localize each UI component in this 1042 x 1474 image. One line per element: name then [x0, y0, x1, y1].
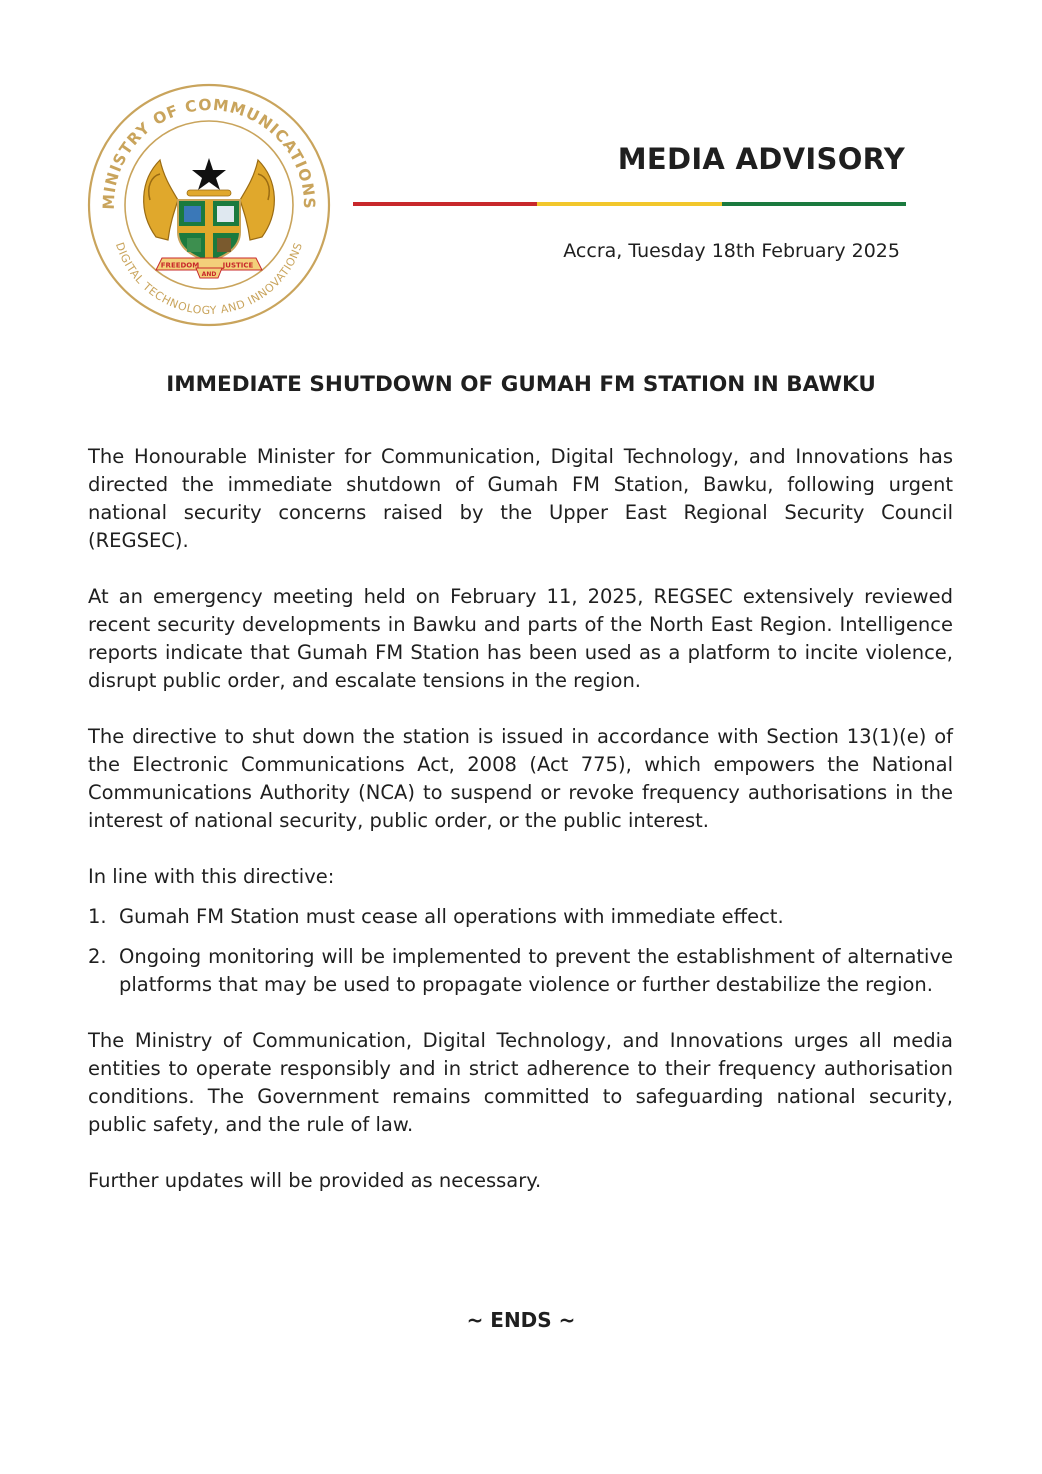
paragraph: The Ministry of Communication, Digital Technology, and Innovations urges all media entities to operate responsibly and in strict adherence to their frequency authorisation conditions. The Government remains committed to safeguarding national security, public safety, and the rule of law.: [88, 1029, 953, 1136]
paragraph: Further updates will be provided as necessary.: [88, 1169, 542, 1192]
flag-color-rule: [353, 202, 906, 206]
coat-of-arms-icon: [144, 158, 275, 278]
paragraph: The directive to shut down the station is issued in accordance with Section 13(1)(e) of the Electronic Communications Act, 2008 (Act 775), which empowers the National Communications Authority (NCA) to suspend or revoke frequency authorisations in the interest of national security, public order, or the public interest.: [88, 725, 953, 832]
list-item-number: 2.: [88, 945, 107, 968]
ribbon-right-text: JUSTICE: [222, 261, 254, 270]
list-item: [88, 943, 953, 999]
svg-text:DIGITAL TECHNOLOGY AND INNOVAT: DIGITAL TECHNOLOGY AND INNOVATIONS: [112, 240, 306, 318]
headline: IMMEDIATE SHUTDOWN OF GUMAH FM STATION IN BAWKU: [166, 372, 876, 397]
rule-yellow-segment: [537, 202, 721, 206]
rule-red-segment: [353, 202, 537, 206]
ribbon-left-text: FREEDOM: [160, 261, 200, 270]
ends-marker: ~ ENDS ~: [466, 1308, 576, 1332]
svg-text:MINISTRY OF COMMUNICATIONS: MINISTRY OF COMMUNICATIONS: [99, 95, 319, 210]
list-item: [88, 903, 953, 931]
seal-graphic: [86, 82, 332, 328]
ministry-seal-logo: [86, 82, 332, 328]
list-item-number: 1.: [88, 905, 107, 928]
rule-green-segment: [722, 202, 906, 206]
directive-list: [88, 903, 953, 999]
ribbon-middle-text: AND: [201, 271, 217, 278]
list-item-text: Gumah FM Station must cease all operations with immediate effect.: [119, 905, 784, 928]
paragraph: The Honourable Minister for Communication, Digital Technology, and Innovations has directed the immediate shutdown of Gumah FM Station, Bawku, following urgent national security concerns raised by the Upper East Regional Security Council (REGSEC).: [88, 445, 953, 552]
list-intro: In line with this directive:: [88, 865, 335, 888]
advisory-date: Accra, Tuesday 18th February 2025: [563, 240, 900, 262]
advisory-body: [88, 443, 953, 1223]
advisory-title: MEDIA ADVISORY: [617, 142, 905, 176]
paragraph: At an emergency meeting held on February 11, 2025, REGSEC extensively reviewed recent security developments in Bawku and parts of the North East Region. Intelligence reports indicate that Gumah FM Station has been used as a platform to incite violence, disrupt public order, and escalate tensions in the region.: [88, 585, 953, 692]
list-item-text: Ongoing monitoring will be implemented to prevent the establishment of alternative platforms that may be used to propagate violence or further destabilize the region.: [119, 945, 953, 996]
